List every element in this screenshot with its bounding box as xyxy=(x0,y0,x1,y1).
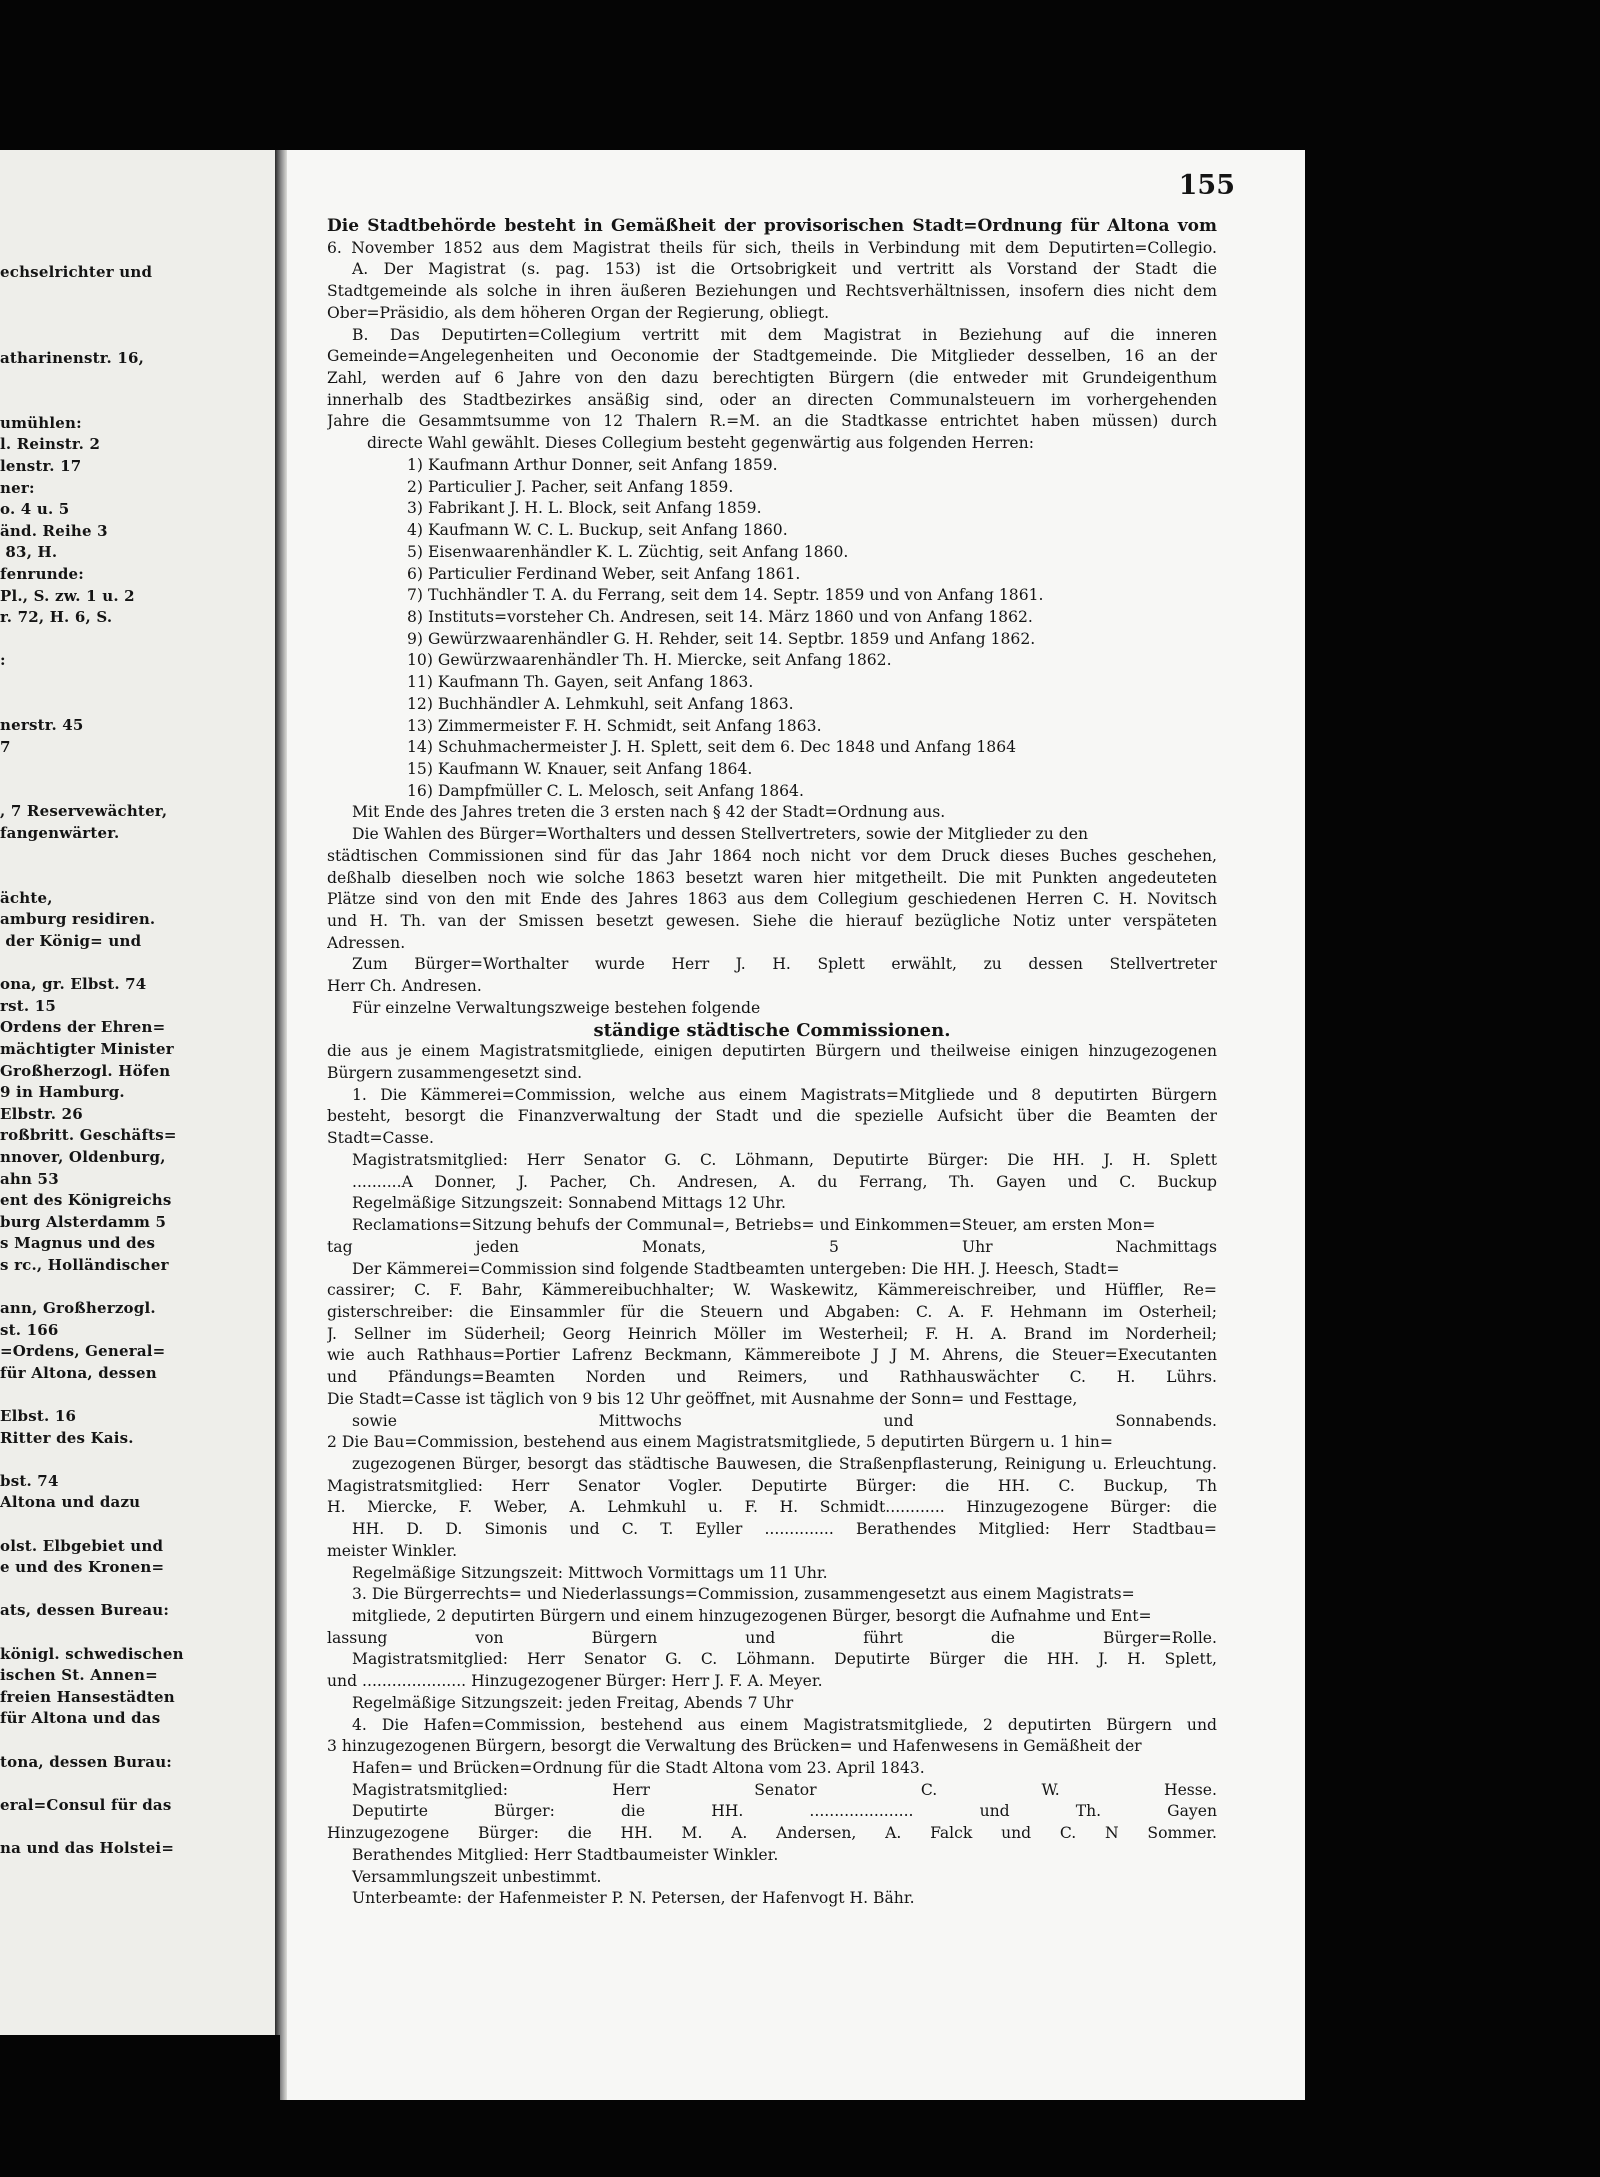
text-line: Regelmäßige Sitzungszeit: Mittwoch Vormittags um 11 Uhr. xyxy=(352,1563,828,1582)
left-text-line xyxy=(0,1816,270,1838)
left-text-line xyxy=(0,1579,270,1601)
text-line: meister Winkler. xyxy=(327,1541,458,1560)
left-text-line: Elbstr. 26 xyxy=(0,1104,83,1123)
text-line: Für einzelne Verwaltungszweige bestehen folgende xyxy=(352,998,761,1017)
scan-border-right xyxy=(1305,0,1600,2177)
text-line: 2 Die Bau=Commission, bestehend aus einem Magistratsmitgliede, 5 deputirten Bürgern u. 1 hin= xyxy=(327,1433,1113,1452)
text-line: Adressen. xyxy=(327,933,406,952)
left-text-line: fenrunde: xyxy=(0,564,84,583)
text-line: B. Das Deputirten=Collegium vertritt mit dem Magistrat in Beziehung auf die inneren xyxy=(352,325,1217,344)
left-text-line: , 7 Reservewächter, xyxy=(0,802,168,821)
left-text-line xyxy=(0,326,270,348)
left-text-line: Altona und dazu xyxy=(0,1493,141,1512)
left-text-line: königl. schwedischen xyxy=(0,1644,184,1663)
text-line: besteht, besorgt die Finanzverwaltung der Stadt und die spezielle Aufsicht über die Beamten der xyxy=(327,1107,1217,1126)
text-line: Magistratsmitglied: Herr Senator Vogler. Deputirte Bürger: die HH. C. Buckup, Th xyxy=(327,1476,1217,1495)
book-gutter xyxy=(275,150,287,2100)
left-text-line: Elbst. 16 xyxy=(0,1407,77,1426)
text-line: Magistratsmitglied: Herr Senator G. C. Löhmann. Deputirte Bürger die HH. J. H. Splett, xyxy=(352,1650,1217,1669)
left-text-line: für Altona, dessen xyxy=(0,1363,157,1382)
text-line: 1. Die Kämmerei=Commission, welche aus einem Magistrats=Mitgliede und 8 deputirten Bürgern xyxy=(352,1085,1217,1104)
left-text-line: Großherzogl. Höfen xyxy=(0,1061,171,1080)
left-text-line: na und das Holstei= xyxy=(0,1838,175,1857)
text-line: mitgliede, 2 deputirten Bürgern und einem hinzugezogenen Bürger, besorgt die Aufnahme und Ent= xyxy=(352,1607,1152,1625)
left-text-line: bst. 74 xyxy=(0,1471,59,1490)
text-line: 1) Kaufmann Arthur Donner, seit Anfang 1859. xyxy=(407,455,778,474)
right-page-text xyxy=(327,216,1217,1910)
text-line: Versammlungszeit unbestimmt. xyxy=(352,1867,602,1886)
text-line: sowie Mittwochs und Sonnabends. xyxy=(352,1411,1217,1430)
text-line: städtischen Commissionen sind für das Jahr 1864 noch nicht vor dem Druck dieses Buches geschehen, xyxy=(327,846,1217,865)
text-line: Gemeinde=Angelegenheiten und Oeconomie der Stadtgemeinde. Die Mitglieder desselben, 16 an der xyxy=(327,347,1217,366)
text-line: 14) Schuhmachermeister J. H. Splett, seit dem 6. Dec 1848 und Anfang 1864 xyxy=(407,738,1017,757)
text-line: Zahl, werden auf 6 Jahre von den dazu berechtigten Bürgern (die entweder mit Grundeigenthum xyxy=(327,369,1217,388)
text-line: Ober=Präsidio, als dem höheren Organ der Regierung, obliegt. xyxy=(327,303,830,322)
text-line: lassung von Bürgern und führt die Bürger=Rolle. xyxy=(327,1628,1217,1647)
left-text-line: e und des Kronen= xyxy=(0,1558,165,1577)
left-text-line: roßbritt. Geschäfts= xyxy=(0,1126,177,1145)
text-line: 4. Die Hafen=Commission, bestehend aus einem Magistratsmitgliede, 2 deputirten Bürgern und xyxy=(352,1715,1217,1734)
left-text-line: freien Hansestädten xyxy=(0,1687,175,1706)
text-line: Die Stadtbehörde besteht in Gemäßheit der provisorischen Stadt=Ordnung für Altona vom xyxy=(327,216,1217,236)
left-text-line: ona, gr. Elbst. 74 xyxy=(0,975,147,994)
left-text-line: nerstr. 45 xyxy=(0,716,84,735)
page-number: 155 xyxy=(1178,170,1235,201)
text-line: Magistratsmitglied: Herr Senator G. C. Löhmann, Deputirte Bürger: Die HH. J. H. Splett xyxy=(352,1150,1217,1169)
text-line: 6. November 1852 aus dem Magistrat theils für sich, theils in Verbindung mit dem Deputirten=Collegio. xyxy=(327,238,1217,257)
text-line: 3) Fabrikant J. H. L. Block, seit Anfang 1859. xyxy=(407,499,762,518)
text-line: 5) Eisenwaarenhändler K. L. Züchtig, seit Anfang 1860. xyxy=(407,542,849,561)
text-line: Magistratsmitglied: Herr Senator C. W. Hesse. xyxy=(352,1780,1217,1799)
left-text-line: s rc., Holländischer xyxy=(0,1255,169,1274)
text-line: Stadt=Casse. xyxy=(327,1129,434,1148)
text-line: gisterschreiber: die Einsammler für die Steuern und Abgaben: C. A. F. Hehmann im Osterheil; xyxy=(327,1302,1217,1321)
left-text-line: echselrichter und xyxy=(0,262,153,281)
left-text-line xyxy=(0,1514,270,1536)
left-text-line: der König= und xyxy=(0,932,142,950)
left-text-line: : xyxy=(0,651,6,670)
left-text-line: lenstr. 17 xyxy=(0,456,82,475)
left-text-line: mächtigter Minister xyxy=(0,1039,174,1058)
text-line: ..........A Donner, J. Pacher, Ch. Andresen, A. du Ferrang, Th. Gayen und C. Buckup xyxy=(352,1172,1217,1191)
left-text-line: r. 72, H. 6, S. xyxy=(0,608,113,627)
text-line: deßhalb dieselben noch wie solche 1863 besetzt waren hier mitgetheilt. Die mit Punkten angedeuteten xyxy=(327,868,1217,887)
left-text-line: umühlen: xyxy=(0,413,82,432)
text-line: Die Wahlen des Bürger=Worthalters und dessen Stellvertreters, sowie der Mitglieder zu den xyxy=(352,825,1089,844)
left-text-line xyxy=(0,758,270,780)
left-text-line: 7 xyxy=(0,737,11,756)
text-line: und ..................... Hinzugezogener Bürger: Herr J. F. A. Meyer. xyxy=(327,1672,823,1691)
text-line: 11) Kaufmann Th. Gayen, seit Anfang 1863. xyxy=(407,673,754,692)
text-line: und H. Th. van der Smissen besetzt gewesen. Siehe die hierauf bezügliche Notiz unter verspäteten xyxy=(327,912,1217,930)
text-line: Der Kämmerei=Commission sind folgende Stadtbeamten untergeben: Die HH. J. Heesch, Stadt= xyxy=(352,1259,1120,1278)
text-line: Regelmäßige Sitzungszeit: Sonnabend Mittags 12 Uhr. xyxy=(352,1194,787,1213)
text-line: 3. Die Bürgerrechts= und Niederlassungs=Commission, zusammengesetzt aus einem Magistrats= xyxy=(352,1585,1135,1604)
text-line: 3 hinzugezogenen Bürgern, besorgt die Verwaltung des Brücken= und Hafenwesens in Gemäßheit der xyxy=(327,1737,1142,1756)
text-line: H. Miercke, F. Weber, A. Lehmkuhl u. F. H. Schmidt............ Hinzugezogene Bürger: die xyxy=(327,1498,1217,1517)
left-text-line: o. 4 u. 5 xyxy=(0,500,70,519)
left-text-line: für Altona und das xyxy=(0,1709,161,1728)
left-text-line xyxy=(0,1622,270,1644)
left-text-line: Pl., S. zw. 1 u. 2 xyxy=(0,586,135,605)
left-text-line: 9 in Hamburg. xyxy=(0,1083,125,1102)
left-text-line xyxy=(0,1277,270,1299)
left-text-line: ächte, xyxy=(0,888,53,907)
left-text-line: ent des Königreichs xyxy=(0,1191,172,1210)
left-text-line xyxy=(0,1773,270,1795)
text-line: Plätze sind von den mit Ende des Jahres 1863 aus dem Collegium geschiedenen Herren C. H. Novitsch xyxy=(327,890,1217,909)
left-text-line xyxy=(0,866,270,888)
text-line: Herr Ch. Andresen. xyxy=(327,977,482,996)
left-text-line: eral=Consul für das xyxy=(0,1795,172,1814)
text-line: Hafen= und Brücken=Ordnung für die Stadt Altona vom 23. April 1843. xyxy=(352,1759,925,1778)
text-line: directe Wahl gewählt. Dieses Collegium besteht gegenwärtig aus folgenden Herren: xyxy=(367,434,1034,453)
left-text-line: ahn 53 xyxy=(0,1169,59,1188)
text-line: Bürgern zusammengesetzt sind. xyxy=(327,1064,583,1083)
left-text-line xyxy=(0,629,270,651)
left-text-line: änd. Reihe 3 xyxy=(0,521,108,540)
left-text-line xyxy=(0,693,270,715)
text-line: 13) Zimmermeister F. H. Schmidt, seit Anfang 1863. xyxy=(407,716,822,735)
left-text-line xyxy=(0,1449,270,1471)
text-line: J. Sellner im Süderheil; Georg Heinrich Möller im Westerheil; F. H. A. Brand im Norderheil; xyxy=(327,1324,1217,1343)
left-text-line: ats, dessen Bureau: xyxy=(0,1601,170,1620)
left-text-line: ischen St. Annen= xyxy=(0,1666,158,1685)
text-line: 2) Particulier J. Pacher, seit Anfang 1859. xyxy=(407,477,734,496)
left-text-line: ner: xyxy=(0,478,35,497)
text-line: Mit Ende des Jahres treten die 3 ersten nach § 42 der Stadt=Ordnung aus. xyxy=(352,803,946,822)
text-line: zugezogenen Bürger, besorgt das städtische Bauwesen, die Straßenpflasterung, Reinigung u. Erleuchtung. xyxy=(352,1454,1217,1473)
text-line: cassirer; C. F. Bahr, Kämmereibuchhalter; W. Waskewitz, Kämmereischreiber, und Hüffler, Re= xyxy=(327,1281,1217,1300)
text-line: Zum Bürger=Worthalter wurde Herr J. H. Splett erwählt, zu dessen Stellvertreter xyxy=(352,955,1217,974)
left-text-line: atharinenstr. 16, xyxy=(0,348,145,367)
left-text-line xyxy=(0,672,270,694)
left-text-line: =Ordens, General= xyxy=(0,1342,166,1361)
text-line: Die Stadt=Casse ist täglich von 9 bis 12 Uhr geöffnet, mit Ausnahme der Sonn= und Festtage, xyxy=(327,1389,1078,1408)
text-line: wie auch Rathhaus=Portier Lafrenz Beckmann, Kämmereibote J J M. Ahrens, die Steuer=Executanten xyxy=(327,1346,1217,1365)
left-text-line xyxy=(0,1730,270,1752)
text-line: innerhalb des Stadtbezirkes ansäßig sind, oder an directen Communalsteuern im vorhergehenden xyxy=(327,390,1217,409)
left-text-line: l. Reinstr. 2 xyxy=(0,435,101,454)
text-line: 12) Buchhändler A. Lehmkuhl, seit Anfang 1863. xyxy=(407,694,794,713)
left-text-line xyxy=(0,283,270,305)
left-text-line: fangenwärter. xyxy=(0,824,120,843)
text-line: 16) Dampfmüller C. L. Melosch, seit Anfang 1864. xyxy=(407,781,804,800)
text-line: Hinzugezogene Bürger: die HH. M. A. Andersen, A. Falck und C. N Sommer. xyxy=(327,1824,1217,1843)
left-text-line xyxy=(0,780,270,802)
text-line: HH. D. D. Simonis und C. T. Eyller .............. Berathendes Mitglied: Herr Stadtbau= xyxy=(352,1520,1217,1539)
left-text-line xyxy=(0,1384,270,1406)
left-text-line: st. 166 xyxy=(0,1320,59,1339)
text-line: Regelmäßige Sitzungszeit: jeden Freitag, Abends 7 Uhr xyxy=(352,1693,794,1712)
text-line: Reclamations=Sitzung behufs der Communal=, Betriebs= und Einkommen=Steuer, am ersten Mon= xyxy=(352,1216,1156,1235)
scan-border-bottom xyxy=(0,2100,1600,2177)
text-line: 9) Gewürzwaarenhändler G. H. Rehder, seit 14. Septbr. 1859 und Anfang 1862. xyxy=(407,629,1036,648)
text-line: Unterbeamte: der Hafenmeister P. N. Petersen, der Hafenvogt H. Bähr. xyxy=(352,1889,915,1908)
left-text-line xyxy=(0,391,270,413)
text-line: und Pfändungs=Beamten Norden und Reimers, und Rathhauswächter C. H. Lührs. xyxy=(327,1368,1217,1387)
text-line: 10) Gewürzwaarenhändler Th. H. Miercke, seit Anfang 1862. xyxy=(407,651,892,670)
text-line: Jahre die Gesammtsumme von 12 Thalern R.=M. an die Stadtkasse entrichtet haben müssen) durch xyxy=(327,412,1217,431)
left-text-line xyxy=(0,305,270,327)
right-page xyxy=(287,150,1305,2100)
left-text-line: nnover, Oldenburg, xyxy=(0,1147,166,1166)
text-line: die aus je einem Magistratsmitgliede, einigen deputirten Bürgern und theilweise einigen hinzugezogenen xyxy=(327,1042,1217,1061)
left-text-line: Ritter des Kais. xyxy=(0,1428,134,1447)
text-line: ständige städtische Commissionen. xyxy=(593,1019,951,1041)
left-text-line xyxy=(0,240,270,262)
left-text-line xyxy=(0,370,270,392)
left-text-line xyxy=(0,953,270,975)
left-text-line: s Magnus und des xyxy=(0,1234,156,1253)
left-text-line: rst. 15 xyxy=(0,996,56,1015)
left-text-line: tona, dessen Burau: xyxy=(0,1752,173,1771)
text-line: 6) Particulier Ferdinand Weber, seit Anfang 1861. xyxy=(407,564,801,583)
text-line: 4) Kaufmann W. C. L. Buckup, seit Anfang 1860. xyxy=(407,521,788,540)
left-text-line: amburg residiren. xyxy=(0,910,156,929)
text-line: Stadtgemeinde als solche in ihren äußeren Beziehungen und Rechtsverhältnissen, insofern dies nicht dem xyxy=(327,282,1217,301)
text-line: 15) Kaufmann W. Knauer, seit Anfang 1864. xyxy=(407,759,753,778)
left-page-fragment xyxy=(0,150,278,2040)
text-line: A. Der Magistrat (s. pag. 153) ist die Ortsobrigkeit und vertritt als Vorstand der Stadt die xyxy=(352,260,1217,279)
left-text-line: olst. Elbgebiet und xyxy=(0,1536,164,1555)
left-text-line: Ordens der Ehren= xyxy=(0,1018,166,1037)
left-text-line xyxy=(0,845,270,867)
left-text-line: 83, H. xyxy=(0,543,58,562)
text-line: tag jeden Monats, 5 Uhr Nachmittags xyxy=(327,1237,1217,1256)
text-line: 7) Tuchhändler T. A. du Ferrang, seit dem 14. Septr. 1859 und von Anfang 1861. xyxy=(407,586,1044,605)
text-line: Deputirte Bürger: die HH. ..................... und Th. Gayen xyxy=(352,1802,1217,1821)
left-text-line: burg Alsterdamm 5 xyxy=(0,1212,167,1231)
text-line: Berathendes Mitglied: Herr Stadtbaumeister Winkler. xyxy=(352,1845,779,1864)
left-page-text xyxy=(0,240,270,1860)
left-text-line: ann, Großherzogl. xyxy=(0,1299,156,1318)
text-line: 8) Instituts=vorsteher Ch. Andresen, seit 14. März 1860 und von Anfang 1862. xyxy=(407,607,1033,626)
